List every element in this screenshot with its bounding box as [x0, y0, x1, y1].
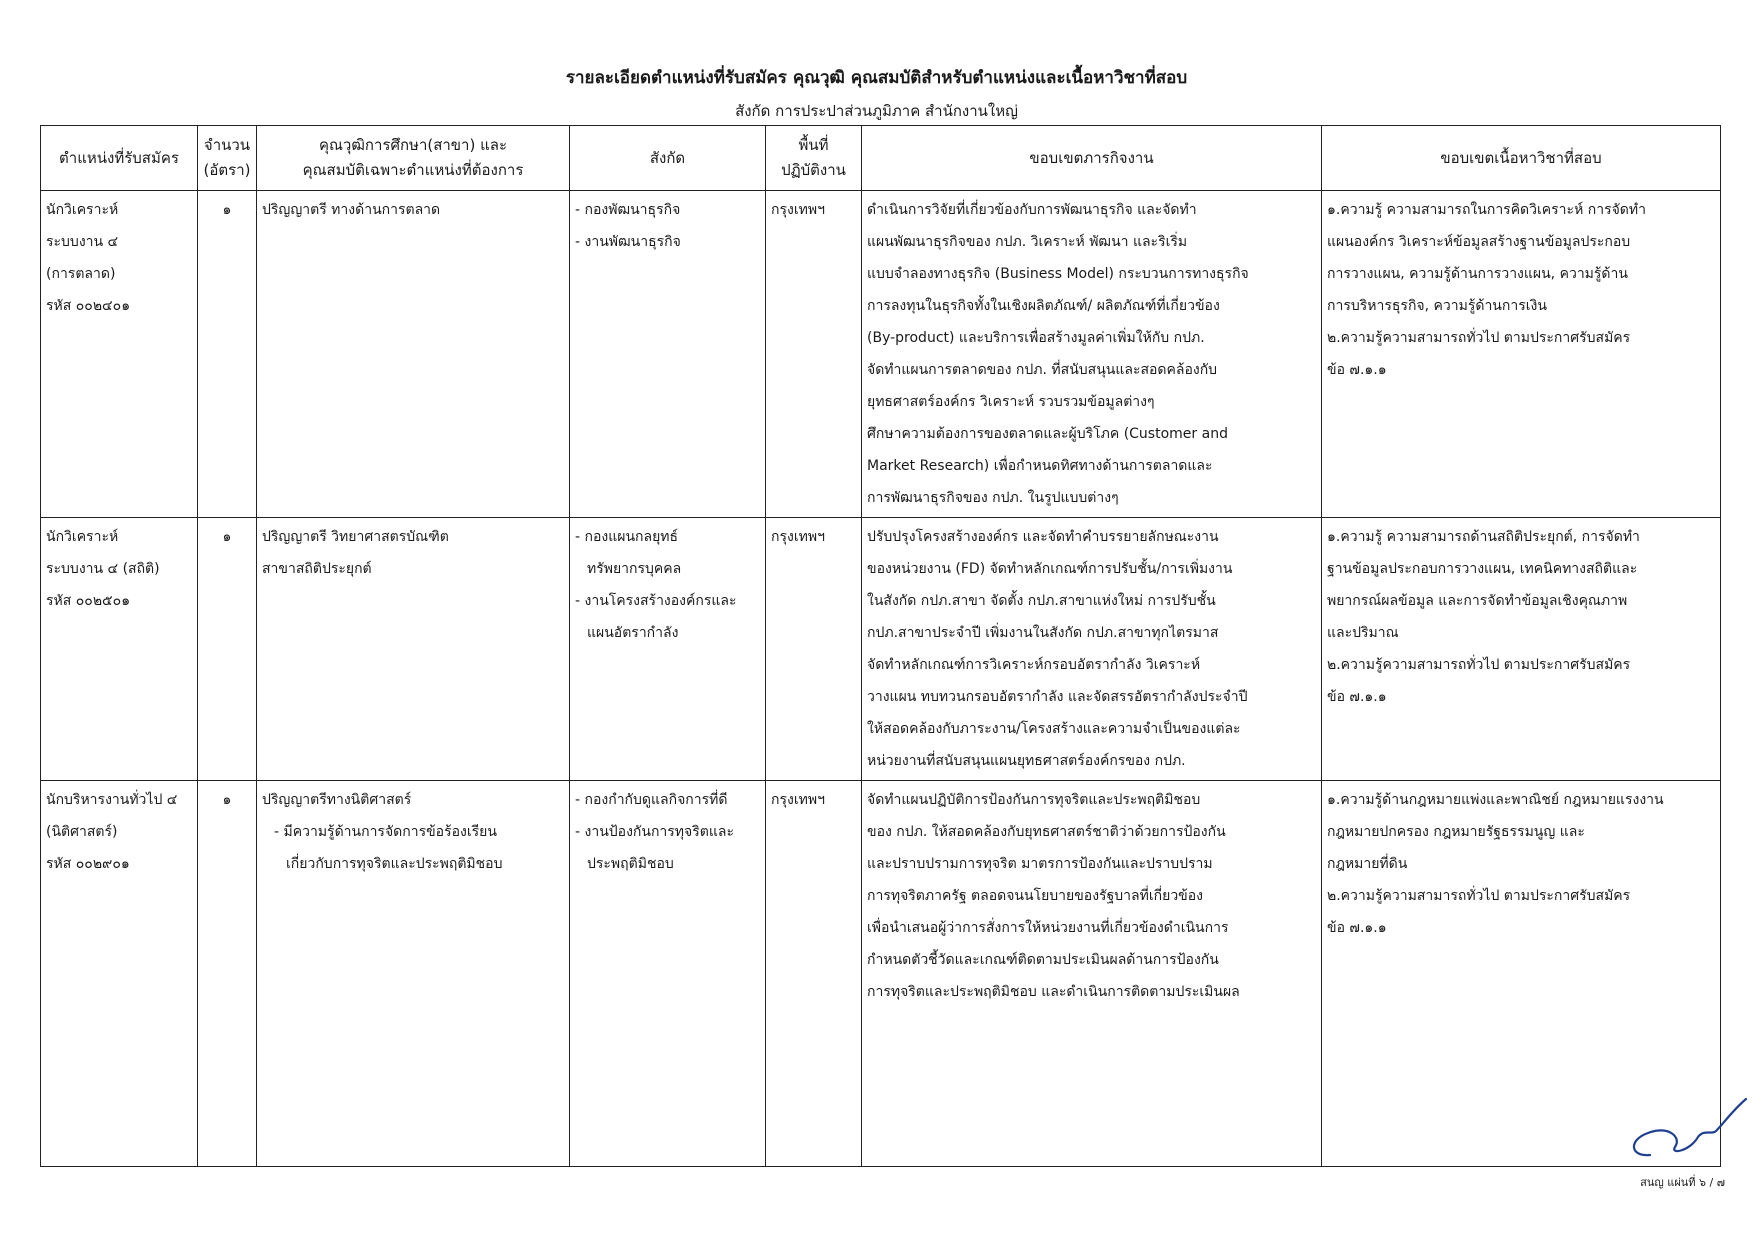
- text-line: - งานโครงสร้างองค์กรและ: [575, 593, 737, 609]
- text-line: จัดทำแผนปฏิบัติการป้องกันการทุจริตและประพฤติมิชอบ: [867, 792, 1201, 808]
- cell-area: กรุงเทพฯ: [766, 781, 862, 1167]
- header-exam: ขอบเขตเนื้อหาวิชาที่สอบ: [1322, 126, 1721, 191]
- text-line: พยากรณ์ผลข้อมูล และการจัดทำข้อมูลเชิงคุณภาพ: [1327, 593, 1628, 609]
- text-line: ในสังกัด กปภ.สาขา จัดตั้ง กปภ.สาขาแห่งใหม่ การปรับชั้น: [867, 593, 1216, 609]
- text-line: กฎหมายปกครอง กฎหมายรัฐธรรมนูญ และ: [1327, 824, 1585, 840]
- text-line: ของหน่วยงาน (FD) จัดทำหลักเกณฑ์การปรับชั้น/การเพิ่มงาน: [867, 561, 1233, 577]
- text-line: แผนพัฒนาธุรกิจของ กปภ. วิเคราะห์ พัฒนา และริเริ่ม: [867, 234, 1188, 250]
- text-line: กำหนดตัวชี้วัดและเกณฑ์ติดตามประเมินผลด้านการป้องกัน: [867, 952, 1219, 968]
- page-number: สนญ แผ่นที่ ๖ / ๗: [1640, 1176, 1725, 1189]
- text-line: Market Research) เพื่อกำหนดทิศทางด้านการตลาดและ: [867, 458, 1213, 474]
- cell-unit: [570, 518, 766, 781]
- text-line: - งานพัฒนาธุรกิจ: [575, 234, 681, 250]
- cell-unit: [570, 191, 766, 518]
- cell-duties: [862, 518, 1322, 781]
- text-line: ๑.ความรู้ ความสามารถด้านสถิติประยุกต์, การจัดทำ: [1327, 529, 1640, 545]
- text-line: การวางแผน, ความรู้ด้านการวางแผน, ความรู้ด้าน: [1327, 266, 1628, 282]
- cell-position: [41, 781, 198, 1167]
- text-line: หน่วยงานที่สนับสนุนแผนยุทธศาสตร์องค์กรของ กปภ.: [867, 753, 1186, 769]
- text-line: ดำเนินการวิจัยที่เกี่ยวข้องกับการพัฒนาธุรกิจ และจัดทำ: [867, 202, 1197, 218]
- text-line: ๒.ความรู้ความสามารถทั่วไป ตามประกาศรับสมัคร: [1327, 888, 1631, 904]
- text-line: - กองพัฒนาธุรกิจ: [575, 202, 681, 218]
- cell-position: [41, 191, 198, 518]
- text-line: นักบริหารงานทั่วไป ๔: [46, 792, 178, 808]
- text-line: ของ กปภ. ให้สอดคล้องกับยุทธศาสตร์ชาติว่าด้วยการป้องกัน: [867, 824, 1226, 840]
- text-line: ๑.ความรู้ด้านกฎหมายแพ่งและพาณิชย์ กฎหมายแรงงาน: [1327, 792, 1664, 808]
- cell-duties: [862, 781, 1322, 1167]
- cell-qualification: [257, 781, 570, 1167]
- cell-qualification: [257, 191, 570, 518]
- cell-count: ๑: [198, 781, 257, 1167]
- text-line: ข้อ ๗.๑.๑: [1327, 689, 1387, 705]
- header-area-line1: พื้นที่: [798, 136, 829, 154]
- text-line: ยุทธศาสตร์องค์กร วิเคราะห์ รวบรวมข้อมูลต่างๆ: [867, 394, 1155, 410]
- text-line: เพื่อนำเสนอผู้ว่าการสั่งการให้หน่วยงานที่เกี่ยวข้องดำเนินการ: [867, 920, 1229, 936]
- header-position: ตำแหน่งที่รับสมัคร: [41, 126, 198, 191]
- positions-table: [40, 125, 1721, 1167]
- cell-area: กรุงเทพฯ: [766, 518, 862, 781]
- text-line: - งานป้องกันการทุจริตและ: [575, 824, 734, 840]
- header-duties: ขอบเขตภารกิจงาน: [862, 126, 1322, 191]
- text-line: (นิติศาสตร์): [46, 824, 118, 840]
- text-line: รหัส ๐๐๒๔๐๑: [46, 298, 131, 314]
- text-line: - กองแผนกลยุทธ์: [575, 529, 679, 545]
- text-line: กปภ.สาขาประจำปี เพิ่มงานในสังกัด กปภ.สาขาทุกไตรมาส: [867, 625, 1219, 641]
- text-line: เกี่ยวกับการทุจริตและประพฤติมิชอบ: [286, 856, 503, 872]
- text-line: ระบบงาน ๔ (สถิติ): [46, 561, 160, 577]
- cell-duties: [862, 191, 1322, 518]
- text-line: ๒.ความรู้ความสามารถทั่วไป ตามประกาศรับสมัคร: [1327, 330, 1631, 346]
- text-line: แบบจำลองทางธุรกิจ (Business Model) กระบวนการทางธุรกิจ: [867, 266, 1249, 282]
- cell-exam: [1322, 191, 1721, 518]
- header-count-line1: จำนวน: [203, 136, 251, 154]
- text-line: และปราบปรามการทุจริต มาตรการป้องกันและปราบปราม: [867, 856, 1213, 872]
- cell-unit: [570, 781, 766, 1167]
- text-line: จัดทำหลักเกณฑ์การวิเคราะห์กรอบอัตรากำลัง วิเคราะห์: [867, 657, 1201, 673]
- text-line: ฐานข้อมูลประกอบการวางแผน, เทคนิคทางสถิติและ: [1327, 561, 1638, 577]
- text-line: (By-product) และบริการเพื่อสร้างมูลค่าเพิ่มให้กับ กปภ.: [867, 330, 1205, 346]
- table-header-row: [41, 126, 1721, 191]
- text-line: รหัส ๐๐๒๕๐๑: [46, 593, 131, 609]
- text-line: รหัส ๐๐๒๙๐๑: [46, 856, 130, 872]
- header-area-line2: ปฏิบัติงาน: [781, 161, 846, 179]
- header-qualification: [257, 126, 570, 191]
- text-line: ปรับปรุงโครงสร้างองค์กร และจัดทำคำบรรยายลักษณะงาน: [867, 529, 1219, 545]
- text-line: - กองกำกับดูแลกิจการที่ดี: [575, 792, 728, 808]
- text-line: กฎหมายที่ดิน: [1327, 856, 1408, 872]
- text-line: นักวิเคราะห์: [46, 202, 119, 218]
- text-line: การลงทุนในธุรกิจทั้งในเชิงผลิตภัณฑ์/ ผลิตภัณฑ์ที่เกี่ยวข้อง: [867, 298, 1220, 314]
- header-qualification-line2: คุณสมบัติเฉพาะตำแหน่งที่ต้องการ: [302, 161, 524, 179]
- text-line: แผนอัตรากำลัง: [587, 625, 679, 641]
- cell-exam: [1322, 518, 1721, 781]
- cell-area: กรุงเทพฯ: [766, 191, 862, 518]
- document-title: รายละเอียดตำแหน่งที่รับสมัคร คุณวุฒิ คุณสมบัติสำหรับตำแหน่งและเนื้อหาวิชาที่สอบ: [565, 68, 1188, 88]
- text-line: ศึกษาความต้องการของตลาดและผู้บริโภค (Customer and: [867, 426, 1228, 442]
- text-line: สาขาสถิติประยุกต์: [262, 561, 372, 577]
- text-line: ปริญญาตรี วิทยาศาสตรบัณฑิต: [262, 529, 449, 545]
- text-line: - มีความรู้ด้านการจัดการข้อร้องเรียน: [274, 824, 497, 840]
- header-count-line2: (อัตรา): [203, 161, 251, 179]
- cell-count: ๑: [198, 191, 257, 518]
- text-line: นักวิเคราะห์: [46, 529, 119, 545]
- text-line: ให้สอดคล้องกับภาระงาน/โครงสร้างและความจำเป็นของแต่ละ: [867, 721, 1241, 737]
- table-row: [41, 781, 1721, 1167]
- text-line: การทุจริตและประพฤติมิชอบ และดำเนินการติดตามประเมินผล: [867, 984, 1240, 1000]
- text-line: และปริมาณ: [1327, 625, 1399, 641]
- cell-count: ๑: [198, 518, 257, 781]
- table-row: [41, 191, 1721, 518]
- text-line: ประพฤติมิชอบ: [587, 856, 674, 872]
- text-line: ปริญญาตรี ทางด้านการตลาด: [262, 202, 441, 218]
- text-line: ระบบงาน ๔: [46, 234, 119, 250]
- text-line: ข้อ ๗.๑.๑: [1327, 362, 1387, 378]
- text-line: แผนองค์กร วิเคราะห์ข้อมูลสร้างฐานข้อมูลประกอบ: [1327, 234, 1631, 250]
- text-line: การบริหารธุรกิจ, ความรู้ด้านการเงิน: [1327, 298, 1547, 314]
- document-subtitle: สังกัด การประปาส่วนภูมิภาค สำนักงานใหญ่: [735, 102, 1018, 120]
- table-row: [41, 518, 1721, 781]
- cell-position: [41, 518, 198, 781]
- text-line: ทรัพยากรบุคคล: [587, 561, 682, 577]
- header-count: [198, 126, 257, 191]
- text-line: การพัฒนาธุรกิจของ กปภ. ในรูปแบบต่างๆ: [867, 490, 1119, 506]
- text-line: วางแผน ทบทวนกรอบอัตรากำลัง และจัดสรรอัตรากำลังประจำปี: [867, 689, 1248, 705]
- text-line: ๒.ความรู้ความสามารถทั่วไป ตามประกาศรับสมัคร: [1327, 657, 1631, 673]
- text-line: ปริญญาตรีทางนิติศาสตร์: [262, 792, 412, 808]
- text-line: ข้อ ๗.๑.๑: [1327, 920, 1387, 936]
- header-unit: สังกัด: [570, 126, 766, 191]
- header-qualification-line1: คุณวุฒิการศึกษา(สาขา) และ: [318, 136, 508, 154]
- text-line: (การตลาด): [46, 266, 116, 282]
- text-line: การทุจริตภาครัฐ ตลอดจนนโยบายของรัฐบาลที่เกี่ยวข้อง: [867, 888, 1203, 904]
- header-area: [766, 126, 862, 191]
- text-line: จัดทำแผนการตลาดของ กปภ. ที่สนับสนุนและสอดคล้องกับ: [867, 362, 1218, 378]
- signature-stroke: [1634, 1099, 1746, 1155]
- text-line: ๑.ความรู้ ความสามารถในการคิดวิเคราะห์ การจัดทำ: [1327, 202, 1646, 218]
- signature-mark: [1620, 1085, 1750, 1165]
- cell-qualification: [257, 518, 570, 781]
